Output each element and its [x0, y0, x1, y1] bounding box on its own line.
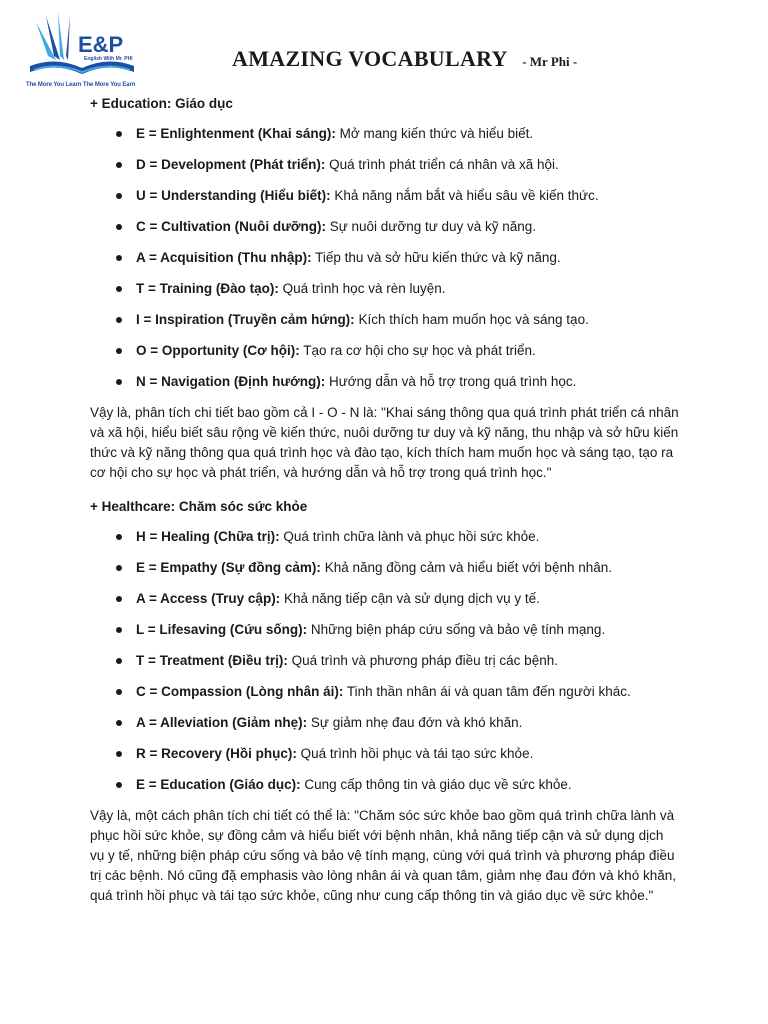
term-definition: Quá trình học và rèn luyện.	[278, 281, 446, 296]
term-definition: Tinh thần nhân ái và quan tâm đến người khác.	[343, 684, 631, 699]
document-title: AMAZING VOCABULARY	[232, 46, 508, 71]
list-item	[90, 558, 680, 578]
bullet-icon	[116, 131, 122, 137]
term-definition: Quá trình chữa lành và phục hồi sức khỏe.	[279, 529, 540, 544]
term-definition: Khả năng nắm bắt và hiểu sâu về kiến thức.	[330, 188, 599, 203]
list-item	[90, 372, 680, 392]
list-item	[90, 279, 680, 299]
term-list	[90, 124, 680, 392]
bullet-icon	[116, 751, 122, 757]
list-item	[90, 124, 680, 144]
term-definition: Sự giảm nhẹ đau đớn và khó khăn.	[307, 715, 523, 730]
logo	[26, 10, 138, 92]
bullet-icon	[116, 193, 122, 199]
term-label: R = Recovery (Hồi phục):	[136, 746, 297, 761]
bullet-icon	[116, 782, 122, 788]
list-item	[90, 682, 680, 702]
document-header	[232, 46, 577, 72]
term-label: E = Empathy (Sự đồng cảm):	[136, 560, 321, 575]
term-label: T = Treatment (Điều trị):	[136, 653, 288, 668]
bullet-icon	[116, 379, 122, 385]
bullet-icon	[116, 224, 122, 230]
section-heading: + Healthcare: Chăm sóc sức khỏe	[90, 499, 308, 514]
bullet-icon	[116, 286, 122, 292]
bullet-icon	[116, 565, 122, 571]
list-item	[90, 651, 680, 671]
term-definition: Khả năng tiếp cận và sử dụng dịch vụ y tế.	[280, 591, 540, 606]
list-item	[90, 248, 680, 268]
term-label: C = Cultivation (Nuôi dưỡng):	[136, 219, 326, 234]
list-item	[90, 217, 680, 237]
term-definition: Tiếp thu và sở hữu kiến thức và kỹ năng.	[311, 250, 561, 265]
svg-text:E&P: E&P	[78, 32, 124, 57]
list-item	[90, 713, 680, 733]
term-definition: Những biện pháp cứu sống và bảo vệ tính mạng.	[307, 622, 606, 637]
term-definition: Sự nuôi dưỡng tư duy và kỹ năng.	[325, 219, 537, 234]
term-label: A = Alleviation (Giảm nhẹ):	[136, 715, 308, 730]
bullet-icon	[116, 255, 122, 261]
list-item	[90, 775, 680, 795]
list-item	[90, 589, 680, 609]
term-label: U = Understanding (Hiểu biết):	[136, 188, 331, 203]
term-definition: Quá trình hồi phục và tái tạo sức khỏe.	[296, 746, 534, 761]
bullet-icon	[116, 317, 122, 323]
term-label: A = Access (Truy cập):	[136, 591, 281, 606]
term-definition: Khả năng đồng cảm và hiểu biết với bệnh nhân.	[320, 560, 612, 575]
section-summary: Vậy là, phân tích chi tiết bao gồm cả I - O - N là: "Khai sáng thông qua quá trình phát triển cá nhân và xã hội, hiểu biết sâu rộng về kiến thức, nuôi dưỡng tư duy và kỹ năng, thu nhập và sở hữu kiến thức và kỹ năng thông qua quá trình học và đào tạo, kích thích ham muốn học và sáng tạo, tạo ra cơ hội cho sự học và phát triển, và hướng dẫn và hỗ trợ trong quá trình học."	[90, 405, 679, 480]
bullet-icon	[116, 658, 122, 664]
list-item	[90, 155, 680, 175]
section-heading: + Education: Giáo dục	[90, 96, 233, 111]
term-label: N = Navigation (Định hướng):	[136, 374, 326, 389]
term-label: O = Opportunity (Cơ hội):	[136, 343, 300, 358]
term-label: I = Inspiration (Truyền cảm hứng):	[136, 312, 355, 327]
section-education	[90, 94, 680, 483]
term-label: T = Training (Đào tạo):	[136, 281, 279, 296]
list-item	[90, 341, 680, 361]
svg-text:English With Mr. PHI: English With Mr. PHI	[84, 56, 133, 62]
section-healthcare	[90, 497, 680, 906]
bullet-icon	[116, 689, 122, 695]
bullet-icon	[116, 627, 122, 633]
term-label: D = Development (Phát triển):	[136, 157, 326, 172]
term-definition: Quá trình phát triển cá nhân và xã hội.	[325, 157, 559, 172]
list-item	[90, 310, 680, 330]
term-label: A = Acquisition (Thu nhập):	[136, 250, 312, 265]
bullet-icon	[116, 348, 122, 354]
list-item	[90, 527, 680, 547]
list-item	[90, 186, 680, 206]
document-body	[90, 94, 680, 920]
list-item	[90, 744, 680, 764]
term-label: L = Lifesaving (Cứu sống):	[136, 622, 308, 637]
term-definition: Kích thích ham muốn học và sáng tạo.	[354, 312, 589, 327]
term-definition: Tạo ra cơ hội cho sự học và phát triển.	[299, 343, 536, 358]
term-label: H = Healing (Chữa trị):	[136, 529, 280, 544]
list-item	[90, 620, 680, 640]
term-list	[90, 527, 680, 795]
term-definition: Mở mang kiến thức và hiểu biết.	[335, 126, 534, 141]
logo-tagline: The More You Learn The More You Earn	[26, 82, 136, 88]
term-definition: Hướng dẫn và hỗ trợ trong quá trình học.	[325, 374, 577, 389]
document-author: - Mr Phi -	[522, 54, 578, 69]
book-logo-icon	[26, 10, 138, 82]
bullet-icon	[116, 162, 122, 168]
term-definition: Cung cấp thông tin và giáo dục về sức khỏe.	[300, 777, 572, 792]
bullet-icon	[116, 596, 122, 602]
term-label: E = Education (Giáo dục):	[136, 777, 301, 792]
bullet-icon	[116, 720, 122, 726]
section-summary: Vậy là, một cách phân tích chi tiết có thể là: "Chăm sóc sức khỏe bao gồm quá trình chữa lành và phục hồi sức khỏe, sự đồng cảm và hiểu biết với bệnh nhân, khả năng tiếp cận và sử dụng dịch vụ y tế, những biện pháp cứu sống và bảo vệ tính mạng, cùng với quá trình và phương pháp điều trị các bệnh. Nó cũng đặ emphasis vào lòng nhân ái và quan tâm, giảm nhẹ đau đớn và khó khăn, quá trình hồi phục và tái tạo sức khỏe, cũng như cung cấp thông tin và giáo dục về sức khỏe."	[90, 808, 676, 903]
term-label: C = Compassion (Lòng nhân ái):	[136, 684, 344, 699]
term-definition: Quá trình và phương pháp điều trị các bệnh.	[287, 653, 558, 668]
term-label: E = Enlightenment (Khai sáng):	[136, 126, 336, 141]
bullet-icon	[116, 534, 122, 540]
